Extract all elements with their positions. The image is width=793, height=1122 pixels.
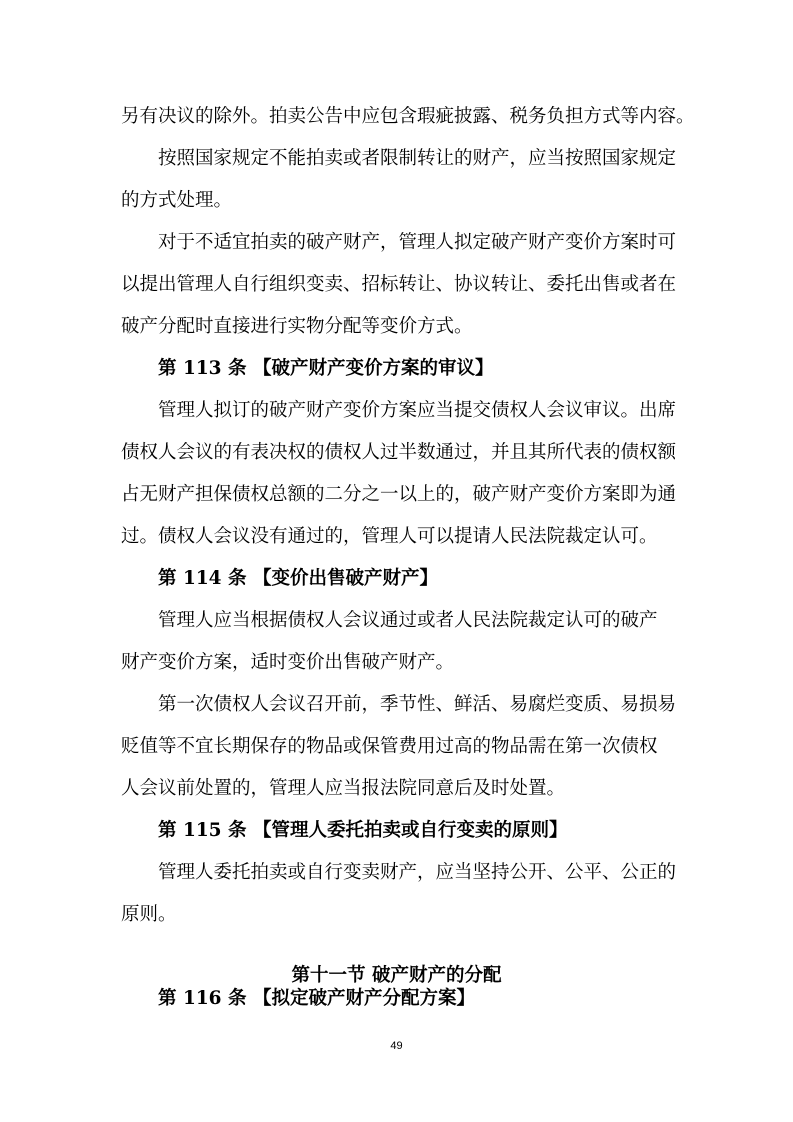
paragraph-line: 占无财产担保债权总额的二分之一以上的，破产财产变价方案即为通 — [121, 484, 677, 505]
paragraph-line: 对于不适宜拍卖的破产财产，管理人拟定破产财产变价方案时可 — [158, 232, 677, 253]
paragraph-line: 人会议前处置的，管理人应当报法院同意后及时处置。 — [121, 778, 566, 799]
paragraph-line: 管理人应当根据债权人会议通过或者人民法院裁定认可的破产 — [158, 610, 658, 631]
paragraph-line: 债权人会议的有表决权的债权人过半数通过，并且其所代表的债权额 — [121, 442, 677, 463]
article-115-heading: 第 115 条 【管理人委托拍卖或自行变卖的原则】 — [158, 820, 568, 841]
section-heading: 第十一节 破产财产的分配 — [291, 964, 502, 986]
paragraph-line: 贬值等不宜长期保存的物品或保管费用过高的物品需在第一次债权 — [121, 736, 658, 757]
paragraph-line: 过。债权人会议没有通过的，管理人可以提请人民法院裁定认可。 — [121, 526, 658, 547]
paragraph-line: 以提出管理人自行组织变卖、招标转让、协议转让、委托出售或者在 — [121, 274, 677, 295]
paragraph-line: 财产变价方案，适时变价出售破产财产。 — [121, 652, 455, 673]
paragraph-line: 原则。 — [121, 904, 177, 925]
paragraph-line: 的方式处理。 — [121, 190, 233, 211]
paragraph-line: 破产分配时直接进行实物分配等变价方式。 — [121, 316, 473, 337]
paragraph-line: 管理人委托拍卖或自行变卖财产，应当坚持公开、公平、公正的 — [158, 862, 677, 883]
paragraph-line: 按照国家规定不能拍卖或者限制转让的财产，应当按照国家规定 — [158, 148, 677, 169]
paragraph-line: 管理人拟订的破产财产变价方案应当提交债权人会议审议。出席 — [158, 400, 677, 421]
article-116-heading: 第 116 条 【拟定破产财产分配方案】 — [158, 988, 475, 1009]
article-113-heading: 第 113 条 【破产财产变价方案的审议】 — [158, 358, 494, 379]
page-number: 49 — [390, 1040, 403, 1052]
paragraph-line: 第一次债权人会议召开前，季节性、鲜活、易腐烂变质、易损易 — [158, 694, 677, 715]
article-114-heading: 第 114 条 【变价出售破产财产】 — [158, 568, 438, 589]
paragraph-line: 另有决议的除外。拍卖公告中应包含瑕疵披露、税务负担方式等内容。 — [121, 106, 695, 127]
